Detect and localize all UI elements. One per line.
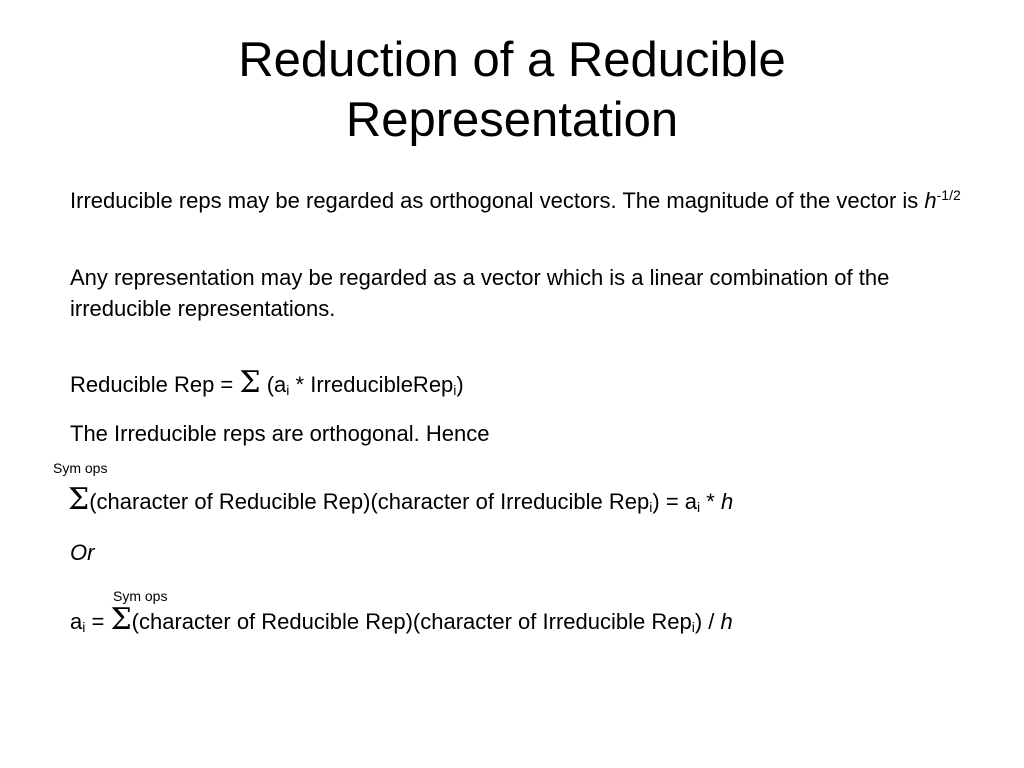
formula1-sub-i2: i xyxy=(453,382,457,398)
formula-coefficient xyxy=(70,602,970,637)
sigma-symbol: Σ xyxy=(68,482,90,517)
formula3-text: (character of Reducible Rep)(character of Irreducible Rep xyxy=(131,609,692,634)
formula1-close: ) xyxy=(456,372,464,397)
intro-p1-exponent: -1/2 xyxy=(936,187,961,203)
or-label xyxy=(70,537,970,568)
formula2-sym-ops-label: Sym ops xyxy=(53,460,108,476)
formula3-eq: = xyxy=(85,609,111,634)
title-line-2: Representation xyxy=(345,93,679,147)
title-line-1: Reduction of a Reducible xyxy=(238,33,786,87)
formula3-h: h xyxy=(720,609,733,634)
formula1-lhs: Reducible Rep = xyxy=(70,372,240,397)
formula3-sym-ops-label: Sym ops xyxy=(113,588,168,604)
formula3-sub-i: i xyxy=(82,619,86,635)
intro-p1-h: h xyxy=(924,188,937,213)
formula3-sub-i2: i xyxy=(691,619,695,635)
intro-p1-text: Irreducible reps may be regarded as orthogonal vectors. The magnitude of the vector is xyxy=(70,188,925,213)
sigma-symbol: Σ xyxy=(239,365,261,400)
slide-title xyxy=(0,30,1024,150)
formula2-mid: ) = a xyxy=(652,489,698,514)
formula-character-sum xyxy=(68,482,968,517)
formula2-sub-i2: i xyxy=(697,499,701,515)
formula2-h: h xyxy=(720,489,734,514)
formula2-text: (character of Reducible Rep)(character of Irreducible Rep xyxy=(89,489,650,514)
or-text: Or xyxy=(70,540,95,565)
formula2-mult: * xyxy=(700,489,721,514)
formula1-mid: * IrreducibleRep xyxy=(289,372,454,397)
formula2-sub-i: i xyxy=(649,499,653,515)
formula3-a: a xyxy=(70,609,83,634)
sigma-symbol: Σ xyxy=(110,602,132,637)
formula1-open: (a xyxy=(260,372,287,397)
formula3-div: ) / xyxy=(694,609,721,634)
formula1-sub-i: i xyxy=(286,382,290,398)
intro-paragraph-2: Any representation may be regarded as a vector which is a linear combination of the irreducible representations. xyxy=(70,265,890,321)
formula-reducible-rep xyxy=(70,365,970,400)
orthogonal-statement: The Irreducible reps are orthogonal. Hence xyxy=(70,421,490,446)
intro-paragraph-1 xyxy=(70,185,970,216)
